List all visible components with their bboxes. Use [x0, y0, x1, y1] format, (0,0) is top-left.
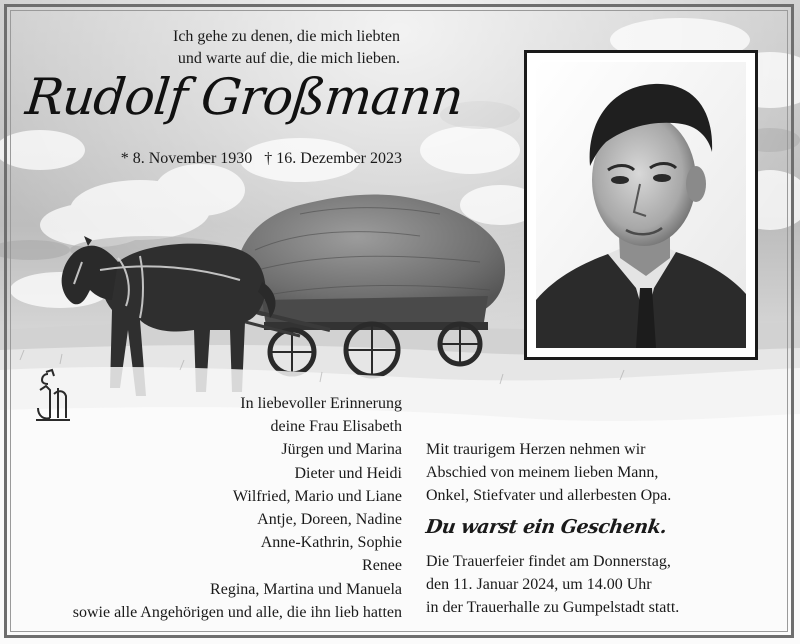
motto-line: Ich gehe zu denen, die mich liebten	[172, 28, 400, 45]
gift-phrase: Du warst ein Geschenk.	[424, 516, 669, 538]
funeral-line: Die Trauerfeier findet am Donnerstag,	[426, 553, 671, 570]
mourners-line: Jürgen und Marina	[281, 441, 402, 459]
mourners-line: Regina, Martina und Manuela	[210, 580, 402, 598]
message-line: Abschied von meinem lieben Mann,	[426, 464, 659, 481]
mourners-line: In liebevoller Erinnerung	[240, 395, 402, 412]
motto-line: und warte auf die, die mich lieben.	[177, 50, 400, 67]
mourners-line: Anne-Kathrin, Sophie	[260, 534, 402, 552]
funeral-line: in der Trauerhalle zu Gumpelstadt statt.	[426, 599, 680, 616]
mourners-line: Wilfried, Mario und Liane	[232, 487, 402, 505]
funeral-line: den 11. Januar 2024, um 14.00 Uhr	[426, 576, 652, 593]
message-line: Onkel, Stiefvater und allerbesten Opa.	[426, 487, 672, 504]
birth-date: * 8. November 1930	[120, 150, 253, 167]
mourners-line: sowie alle Angehörigen und alle, die ihn lieb hatten	[72, 603, 402, 621]
mourners-line: deine Frau Elisabeth	[270, 418, 402, 436]
life-dates	[40, 148, 402, 170]
farewell-message	[426, 438, 766, 507]
mourners-list	[20, 392, 402, 624]
death-date: † 16. Dezember 2023	[264, 150, 402, 167]
mourners-line: Antje, Doreen, Nadine	[257, 511, 402, 529]
portrait-photo	[536, 62, 746, 348]
deceased-name: Rudolf Großmann	[22, 68, 466, 126]
funeral-details	[426, 550, 766, 619]
mourners-line: Renee	[362, 557, 402, 575]
message-line: Mit traurigem Herzen nehmen wir	[426, 441, 646, 458]
portrait-frame	[524, 50, 758, 360]
mourners-line: Dieter und Heidi	[294, 464, 402, 482]
